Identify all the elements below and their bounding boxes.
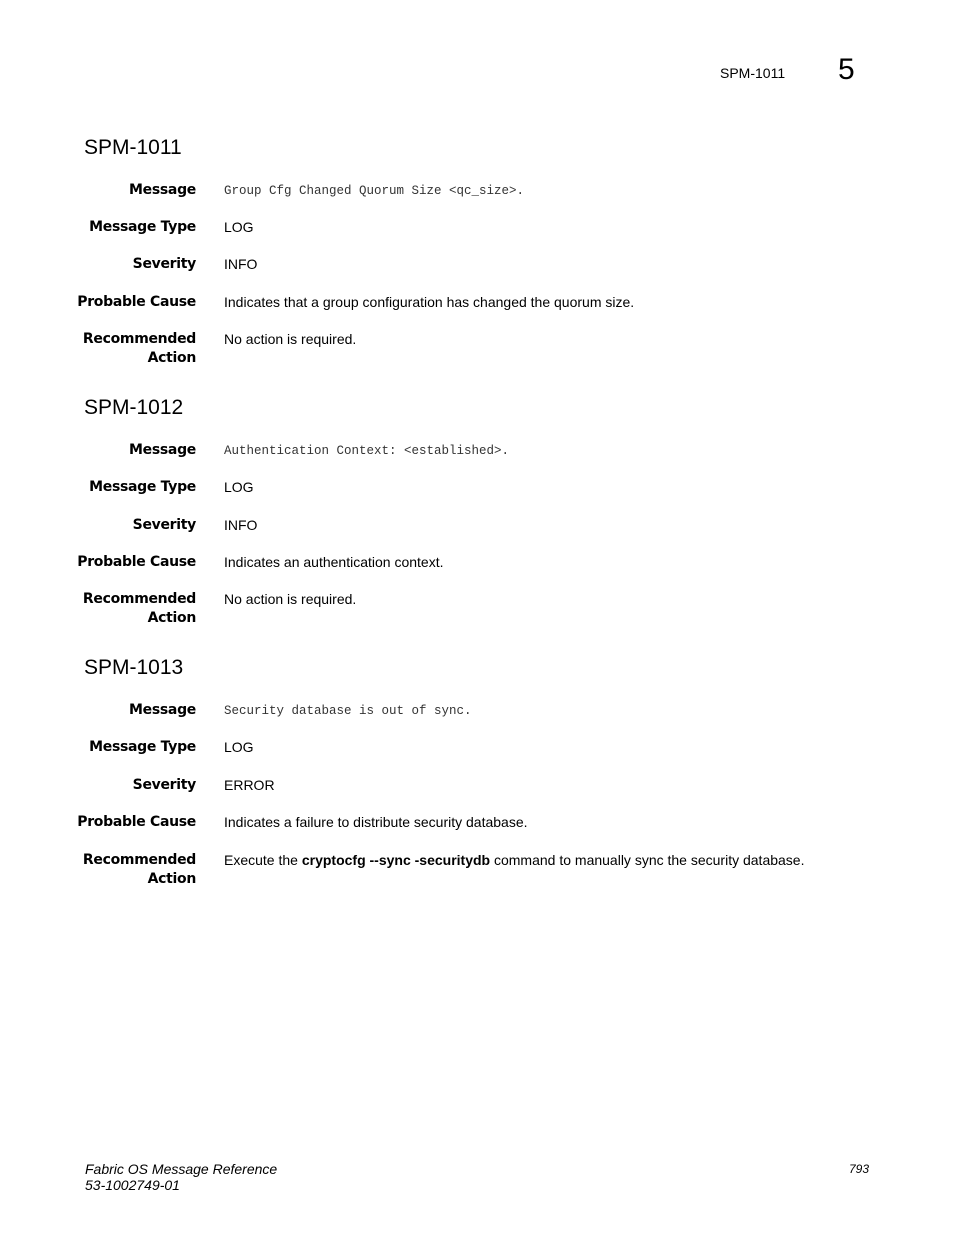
probable-cause-value: Indicates an authentication context. [224,554,444,570]
message-type-value: LOG [224,739,254,755]
message-type-label: Message Type [89,479,196,495]
probable-cause-value: Indicates that a group configuration has changed the quorum size. [224,294,635,310]
recommended-label-line2: Action [147,350,196,366]
message-text: Authentication Context: <established>. [224,444,510,458]
recommended-action-value: No action is required. [224,331,357,347]
severity-label: Severity [132,777,196,793]
message-text: Group Cfg Changed Quorum Size <qc_size>. [224,184,525,198]
running-title: SPM-1011 [720,65,786,81]
action-text-prefix: Execute the [224,852,302,868]
recommended-action-label [60,851,196,889]
severity-value: INFO [224,256,258,272]
recommended-action-value: No action is required. [224,591,357,607]
recommended-action-value [224,851,884,870]
message-type-value: LOG [224,479,254,495]
message-label: Message [129,182,196,198]
chapter-number: 5 [838,53,855,86]
recommended-action-label [60,590,196,628]
recommended-label-line2: Action [147,610,196,626]
message-label: Message [129,442,196,458]
recommended-label-line1: Recommended [82,591,196,607]
action-command: cryptocfg --sync -securitydb [301,852,491,868]
severity-label: Severity [132,517,196,533]
entry-title: SPM-1013 [84,656,184,679]
entry-title: SPM-1011 [84,136,182,159]
severity-value: ERROR [224,777,275,793]
message-text: Security database is out of sync. [224,704,472,718]
severity-value: INFO [224,517,258,533]
footer-doc-number: 53-1002749-01 [85,1177,180,1193]
footer-page-number: 793 [849,1162,870,1176]
recommended-label-line2: Action [147,871,196,887]
action-text-suffix: command to manually sync the security database. [490,852,805,868]
recommended-action-label [60,330,196,368]
probable-cause-label: Probable Cause [77,554,196,570]
probable-cause-value: Indicates a failure to distribute security database. [224,814,528,830]
footer-doc-title: Fabric OS Message Reference [85,1161,278,1177]
message-type-value: LOG [224,219,254,235]
message-type-label: Message Type [89,739,196,755]
probable-cause-label: Probable Cause [77,294,196,310]
entry-title: SPM-1012 [84,396,184,419]
message-type-label: Message Type [89,219,196,235]
message-label: Message [129,702,196,718]
probable-cause-label: Probable Cause [77,814,196,830]
severity-label: Severity [132,256,196,272]
recommended-label-line1: Recommended [82,852,196,868]
recommended-label-line1: Recommended [82,331,196,347]
